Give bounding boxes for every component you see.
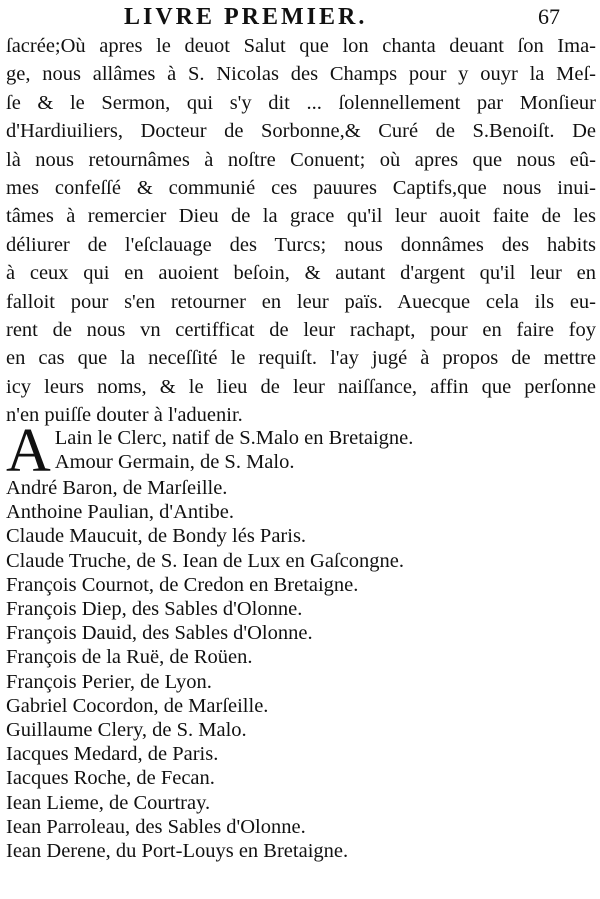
paragraph-line: falloit pour s'en retourner en leur païs. Auecque cela ils eu- bbox=[6, 290, 596, 313]
list-item: François de la Ruë, de Roüen. bbox=[6, 646, 253, 669]
paragraph-line: tâmes à remercier Dieu de la grace qu'il leur auoit faite de les bbox=[6, 205, 596, 228]
list-item: Amour Germain, de S. Malo. bbox=[54, 451, 295, 474]
paragraph-line: n'en puiſſe douter à l'aduenir. bbox=[6, 404, 243, 427]
drop-cap: A bbox=[6, 426, 51, 476]
list-item: Claude Maucuit, de Bondy lés Paris. bbox=[6, 525, 307, 548]
paragraph-line: rent de nous vn certifficat de leur rachapt, pour en faire foy bbox=[6, 319, 596, 342]
list-item: Iacques Roche, de Fecan. bbox=[6, 767, 215, 790]
list-item: Iacques Medard, de Paris. bbox=[6, 743, 219, 766]
list-item: François Diep, des Sables d'Olonne. bbox=[6, 598, 303, 621]
list-item: Guillaume Clery, de S. Malo. bbox=[6, 719, 247, 742]
paragraph-line: mes confeſſé & communié ces pauures Captifs,que nous inui- bbox=[6, 177, 596, 200]
list-item: Iean Lieme, de Courtray. bbox=[6, 791, 211, 814]
captives-list bbox=[6, 426, 596, 863]
paragraph-line: icy leurs noms, & le lieu de leur naiſſance, affin que perſonne bbox=[6, 375, 596, 398]
paragraph-line: déliurer de l'eſclauage des Turcs; nous donnâmes des habits bbox=[6, 233, 596, 256]
list-item: Gabriel Cocordon, de Marſeille. bbox=[6, 694, 269, 717]
paragraph-line: d'Hardiuiliers, Docteur de Sorbonne,& Curé de S.Benoiſt. De bbox=[6, 120, 596, 143]
list-item: Claude Truche, de S. Iean de Lux en Gaſcongne. bbox=[6, 549, 404, 572]
list-item: André Baron, de Marſeille. bbox=[6, 477, 228, 499]
list-item: François Cournot, de Credon en Bretaigne. bbox=[6, 573, 359, 596]
paragraph-line: en cas que la neceſſité le requiſt. l'ay jugé à propos de mettre bbox=[6, 347, 596, 370]
paragraph-line: ſe & le Sermon, qui s'y dit ... ſolennellement par Monſieur bbox=[6, 91, 596, 114]
paragraph-line: à ceux qui en auoient beſoin, & autant d'argent qu'il leur en bbox=[6, 262, 596, 285]
paragraph-line: ſacrée;Où apres le deuot Salut que lon chanta deuant ſon Ima- bbox=[6, 35, 596, 57]
page-number: 67 bbox=[538, 4, 560, 29]
body-paragraph bbox=[6, 32, 596, 430]
list-item: François Dauid, des Sables d'Olonne. bbox=[6, 622, 313, 645]
page-header bbox=[0, 4, 600, 34]
list-item: Iean Parroleau, des Sables d'Olonne. bbox=[6, 815, 306, 838]
list-item: Anthoine Paulian, d'Antibe. bbox=[6, 501, 235, 524]
paragraph-line: là nous retournâmes à noſtre Conuent; où apres que nous eû- bbox=[6, 148, 596, 171]
running-head: LIVRE PREMIER. bbox=[124, 4, 368, 30]
paragraph-line: ge, nous allâmes à S. Nicolas des Champs pour y ouyr la Meſ- bbox=[6, 63, 596, 86]
list-item: Iean Derene, du Port-Louys en Bretaigne. bbox=[6, 840, 349, 863]
list-item: Lain le Clerc, natif de S.Malo en Bretaigne. bbox=[54, 427, 414, 449]
list-item: François Perier, de Lyon. bbox=[6, 670, 212, 693]
list-opening bbox=[6, 426, 596, 476]
